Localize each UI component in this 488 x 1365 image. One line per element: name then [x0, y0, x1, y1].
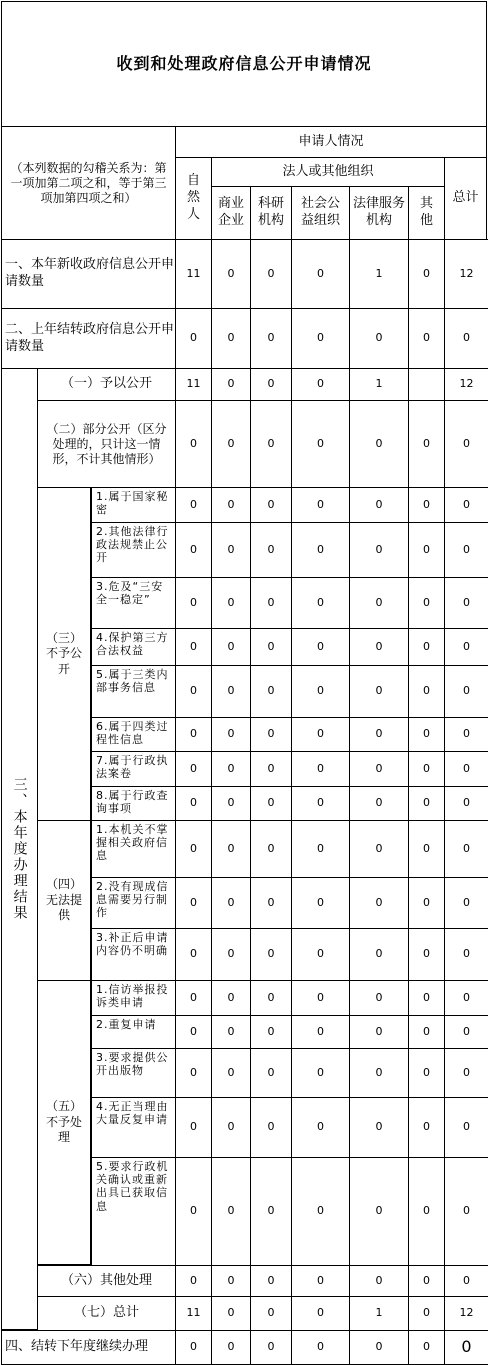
- table-cell: 0: [408, 487, 445, 523]
- header-col-legal-service: 法律服务机构: [349, 186, 409, 240]
- table-cell: 0: [250, 1015, 292, 1049]
- table-cell: 0: [250, 877, 292, 929]
- table-cell: 0: [291, 1048, 350, 1098]
- row-label: 二、上年结转政府信息公开申请数量: [1, 308, 176, 369]
- table-cell: 0: [175, 1330, 212, 1365]
- row-label: 3.补正后申请内容仍不明确: [91, 928, 176, 981]
- table-cell: 0: [408, 980, 445, 1016]
- table-cell: 0: [408, 577, 445, 629]
- row-label: （二）部分公开（区分处理的，只计这一情形，不计其他情形）: [37, 400, 176, 488]
- table-cell: 0: [211, 1157, 251, 1266]
- table-cell: 0: [175, 877, 212, 929]
- table-cell: 0: [291, 1015, 350, 1049]
- table-cell: 0: [211, 1265, 251, 1297]
- table-cell: 0: [211, 1097, 251, 1158]
- table-title: 收到和处理政府信息公开申请情况: [1, 1, 487, 127]
- table-cell: 0: [250, 1157, 292, 1266]
- table-cell: 0: [444, 1265, 488, 1297]
- table-cell: 0: [444, 928, 488, 981]
- table-cell: 0: [211, 308, 251, 369]
- table-cell: 0: [349, 308, 409, 369]
- table-cell: 0: [408, 665, 445, 718]
- section-results: 三、本年度办理结果: [1, 368, 38, 1330]
- header-legal-entity: 法人或其他组织: [211, 157, 445, 187]
- table-cell: 0: [211, 577, 251, 629]
- table-cell: 0: [349, 400, 409, 488]
- table-cell: 0: [250, 1265, 292, 1297]
- table-cell: 0: [349, 522, 409, 578]
- table-cell: 0: [444, 665, 488, 718]
- row-label: 一、本年新收政府信息公开申请数量: [1, 239, 176, 309]
- table-cell: 0: [408, 1330, 445, 1365]
- table-cell: 0: [175, 751, 212, 787]
- table-cell: 0: [291, 717, 350, 752]
- row-label: 2.没有现成信息需要另行制作: [91, 877, 176, 929]
- header-col-business: 商业企业: [211, 186, 251, 240]
- row-label: （六）其他处理: [37, 1265, 176, 1297]
- table-cell: 0: [211, 717, 251, 752]
- table-cell: 0: [349, 487, 409, 523]
- table-cell: 0: [291, 239, 350, 309]
- table-cell: 0: [175, 308, 212, 369]
- table-cell: 0: [408, 928, 445, 981]
- row-label: 3.危及“三安全一稳定”: [91, 577, 176, 629]
- table-cell: 0: [408, 308, 445, 369]
- table-cell: 0: [175, 1048, 212, 1098]
- table-cell: 0: [291, 308, 350, 369]
- table-cell: 0: [211, 1048, 251, 1098]
- table-cell: 0: [211, 400, 251, 488]
- header-total: 总计: [444, 157, 487, 240]
- table-cell: 0: [408, 400, 445, 488]
- table-cell: 0: [175, 980, 212, 1016]
- table-cell: 0: [408, 786, 445, 821]
- header-col-public-welfare: 社会公益组织: [291, 186, 350, 240]
- table-cell: 12: [444, 1296, 488, 1331]
- table-cell: 0: [211, 368, 251, 401]
- table-cell: 0: [291, 487, 350, 523]
- table-cell: 0: [408, 239, 445, 309]
- table-cell: 0: [250, 487, 292, 523]
- table-cell: 0: [444, 1015, 488, 1049]
- table-cell: 0: [175, 786, 212, 821]
- header-applicant: 申请人情况: [175, 126, 487, 158]
- table-cell: 0: [349, 877, 409, 929]
- table-cell: 0: [175, 522, 212, 578]
- table-cell: [408, 368, 445, 401]
- table-cell: 0: [444, 487, 488, 523]
- table-cell: 0: [250, 751, 292, 787]
- table-cell: 12: [444, 368, 488, 401]
- table-cell: 0: [349, 717, 409, 752]
- row-label: 7.属于行政执法案卷: [91, 751, 176, 787]
- table-cell: 0: [291, 1265, 350, 1297]
- group-not-disclosed: （三）不予公开: [37, 487, 91, 821]
- table-cell: 0: [250, 1330, 292, 1365]
- table-cell: 0: [250, 628, 292, 666]
- table-cell: 0: [250, 820, 292, 878]
- header-col-other: 其他: [408, 186, 445, 240]
- table-cell: 0: [349, 665, 409, 718]
- table-cell: 0: [291, 577, 350, 629]
- table-cell: 0: [349, 577, 409, 629]
- table-cell: 0: [408, 522, 445, 578]
- table-cell: 0: [250, 786, 292, 821]
- table-cell: 1: [349, 1296, 409, 1331]
- table-cell: 0: [291, 1296, 350, 1331]
- row-label: 5.要求行政机关确认或重新出具已获取信息: [91, 1157, 176, 1266]
- table-cell: 0: [408, 1015, 445, 1049]
- table-cell: 0: [291, 1097, 350, 1158]
- table-cell: 0: [211, 751, 251, 787]
- table-cell: 0: [250, 1097, 292, 1158]
- table-cell: 0: [250, 239, 292, 309]
- table-cell: 0: [408, 1265, 445, 1297]
- table-cell: 0: [291, 786, 350, 821]
- table-cell: 0: [291, 1330, 350, 1365]
- row-label: 4.保护第三方合法权益: [91, 628, 176, 666]
- table-cell: 0: [250, 1296, 292, 1331]
- table-cell: 0: [250, 665, 292, 718]
- table-cell: 0: [211, 1015, 251, 1049]
- table-cell: 0: [291, 980, 350, 1016]
- table-cell: 0: [444, 751, 488, 787]
- header-col-research: 科研机构: [250, 186, 292, 240]
- table-cell: 0: [444, 1097, 488, 1158]
- table-cell: 0: [349, 1157, 409, 1266]
- table-cell: 0: [408, 820, 445, 878]
- row-label: 8.属于行政查询事项: [91, 786, 176, 821]
- table-cell: 0: [408, 1048, 445, 1098]
- table-cell: 0: [291, 400, 350, 488]
- table-cell: 0: [211, 487, 251, 523]
- table-cell: 0: [250, 522, 292, 578]
- table-cell: 0: [175, 665, 212, 718]
- table-cell: 0: [291, 665, 350, 718]
- table-cell: 0: [211, 239, 251, 309]
- table-cell: 0: [444, 1330, 488, 1365]
- group-cannot-provide: （四）无法提供: [37, 820, 91, 981]
- table-cell: 0: [349, 1265, 409, 1297]
- table-cell: 0: [349, 1048, 409, 1098]
- table-cell: 0: [408, 877, 445, 929]
- row-label: 1.信访举报投诉类申请: [91, 980, 176, 1016]
- table-cell: 0: [175, 577, 212, 629]
- header-natural-person: 自然人: [175, 157, 212, 240]
- table-cell: 0: [250, 308, 292, 369]
- table-cell: 0: [175, 928, 212, 981]
- table-cell: 0: [175, 1015, 212, 1049]
- table-cell: 0: [349, 1015, 409, 1049]
- table-cell: 0: [211, 628, 251, 666]
- table-cell: 0: [349, 1097, 409, 1158]
- table-cell: 0: [175, 628, 212, 666]
- table-cell: 0: [175, 717, 212, 752]
- table-cell: 0: [444, 717, 488, 752]
- table-cell: 0: [175, 1265, 212, 1297]
- table-cell: 0: [211, 820, 251, 878]
- table-cell: 0: [175, 487, 212, 523]
- table-cell: 0: [444, 308, 488, 369]
- row-label: 1.本机关不掌握相关政府信息: [91, 820, 176, 878]
- table-cell: 0: [444, 980, 488, 1016]
- table-cell: 0: [349, 928, 409, 981]
- table-cell: 0: [291, 928, 350, 981]
- table-cell: 0: [444, 786, 488, 821]
- table-cell: 0: [291, 877, 350, 929]
- table-cell: 0: [444, 877, 488, 929]
- row-label: 5.属于三类内部事务信息: [91, 665, 176, 718]
- row-label: （七）总计: [37, 1296, 176, 1331]
- table-cell: 12: [444, 239, 488, 309]
- row-label: 2.重复申请: [91, 1015, 176, 1049]
- table-cell: 0: [444, 1048, 488, 1098]
- row-label: 2.其他法律行政法规禁止公开: [91, 522, 176, 578]
- table-cell: 11: [175, 368, 212, 401]
- table-cell: 0: [175, 400, 212, 488]
- header-note: （本列数据的勾稽关系为：第一项加第二项之和，等于第三项加第四项之和）: [1, 126, 176, 240]
- table-cell: 0: [444, 820, 488, 878]
- table-cell: 0: [349, 751, 409, 787]
- table-cell: 11: [175, 239, 212, 309]
- table-cell: 0: [211, 1330, 251, 1365]
- row-label: 4.无正当理由大量反复申请: [91, 1097, 176, 1158]
- row-label: 四、结转下年度继续办理: [1, 1330, 176, 1365]
- table-cell: 0: [349, 1330, 409, 1365]
- row-label: 1.属于国家秘密: [91, 487, 176, 523]
- table-cell: 0: [291, 368, 350, 401]
- table-cell: 0: [408, 751, 445, 787]
- table-cell: 11: [175, 1296, 212, 1331]
- table-cell: 0: [291, 751, 350, 787]
- table-cell: 0: [408, 1296, 445, 1331]
- table-cell: 0: [175, 1097, 212, 1158]
- table-cell: 0: [349, 786, 409, 821]
- row-label: 6.属于四类过程性信息: [91, 717, 176, 752]
- table-cell: 0: [408, 1097, 445, 1158]
- table-cell: 0: [291, 820, 350, 878]
- table-cell: 0: [175, 820, 212, 878]
- row-label: （一）予以公开: [37, 368, 176, 401]
- table-cell: 0: [349, 820, 409, 878]
- table-cell: 0: [291, 522, 350, 578]
- table-cell: 0: [250, 717, 292, 752]
- table-cell: 0: [349, 980, 409, 1016]
- table-cell: 0: [175, 1157, 212, 1266]
- table-cell: 0: [250, 928, 292, 981]
- table-cell: 0: [291, 1157, 350, 1266]
- table-cell: 0: [250, 400, 292, 488]
- table-cell: 0: [444, 1157, 488, 1266]
- table-cell: 0: [291, 628, 350, 666]
- table-cell: 0: [211, 928, 251, 981]
- table-cell: 0: [250, 577, 292, 629]
- table-cell: 0: [211, 980, 251, 1016]
- table-cell: 0: [211, 522, 251, 578]
- table-cell: 0: [444, 577, 488, 629]
- table-cell: 0: [250, 1048, 292, 1098]
- table-cell: 1: [349, 239, 409, 309]
- table-cell: 0: [408, 717, 445, 752]
- table-cell: 0: [211, 665, 251, 718]
- table-cell: 0: [444, 522, 488, 578]
- table-cell: 0: [211, 786, 251, 821]
- table-cell: 0: [250, 368, 292, 401]
- table-cell: 0: [211, 877, 251, 929]
- table-cell: 0: [211, 1296, 251, 1331]
- table-cell: 0: [349, 628, 409, 666]
- table-cell: 0: [444, 400, 488, 488]
- row-label: 3.要求提供公开出版物: [91, 1048, 176, 1098]
- table-cell: 0: [250, 980, 292, 1016]
- table-cell: 0: [408, 628, 445, 666]
- table-cell: 0: [408, 1157, 445, 1266]
- group-not-processed: （五）不予处理: [37, 980, 91, 1265]
- table-cell: 1: [349, 368, 409, 401]
- table-cell: 0: [444, 628, 488, 666]
